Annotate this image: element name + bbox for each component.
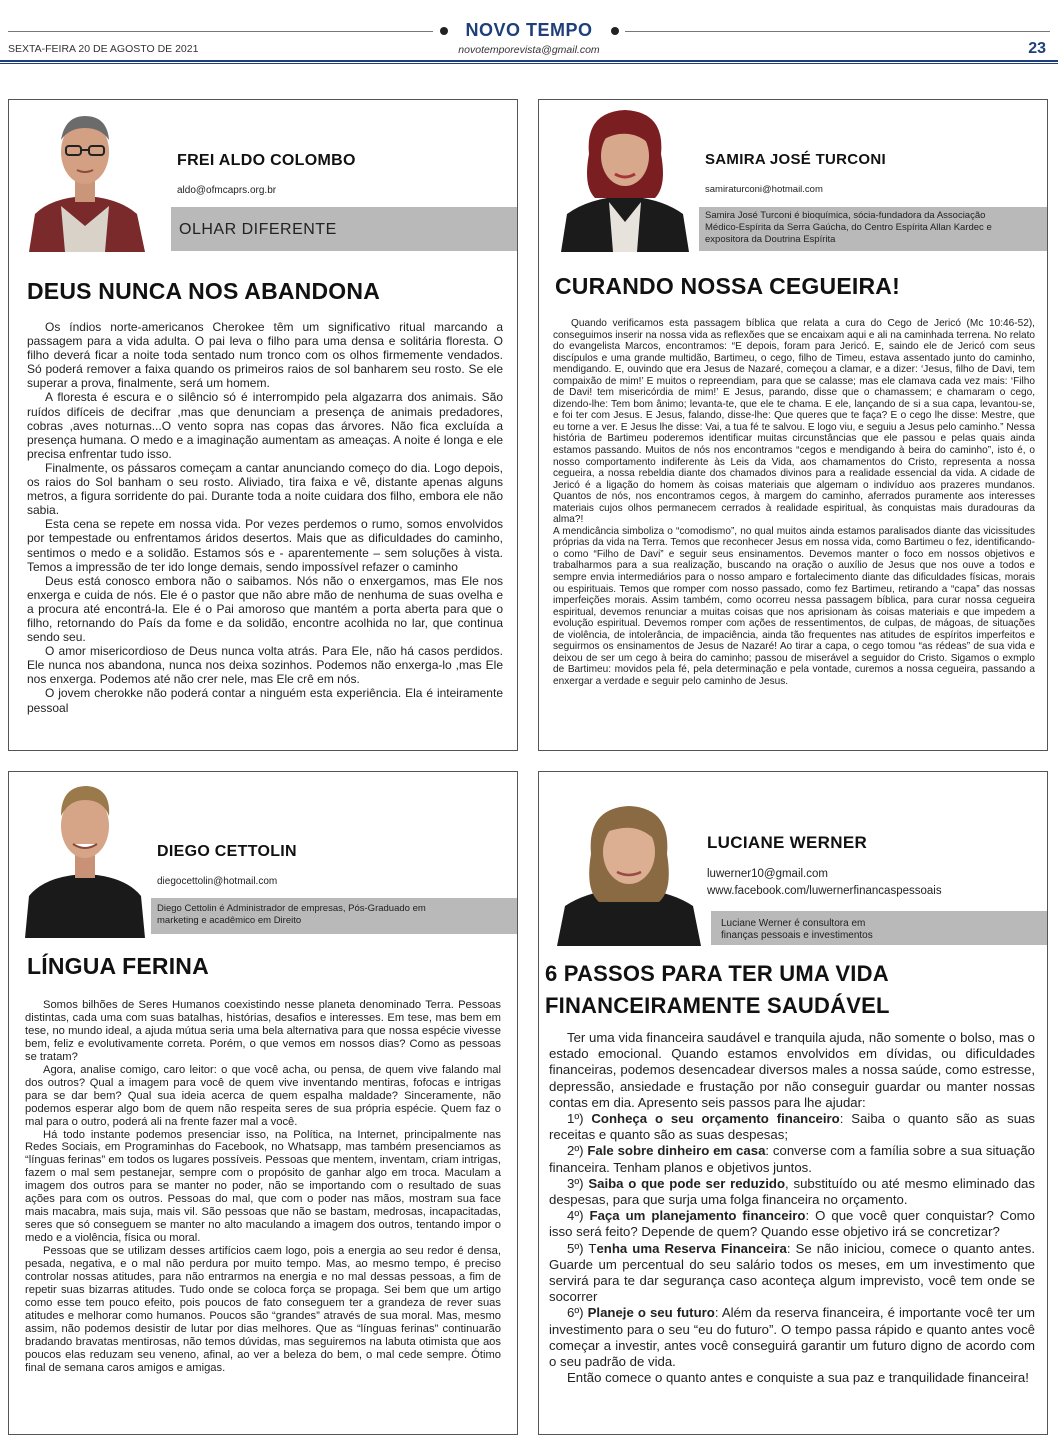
paragraph: Então comece o quanto antes e conquiste a sua paz e tranquilidade financeira! [567, 1370, 1029, 1386]
paragraph: Ter uma vida financeira saudável e tranquila ajuda, não somente o bolso, mas o estado emocional. Quando estamos envolvidos em dívidas, ou dificuldades financeiras, podemos desencadear diversos males a nossa saúde, como estresse, depressão, ansiedade e frustação por não conseguir guardar ou manter nossas contas em dia. Apresento seis passos para lhe ajudar: [549, 1030, 1035, 1110]
article-title: DEUS NUNCA NOS ABANDONA [27, 278, 381, 304]
author-name: DIEGO CETTOLIN [157, 843, 297, 860]
article-frei-aldo [8, 99, 518, 751]
paragraph: O jovem cherokke não poderá contar a ninguém esta experiência. Ela é inteiramente pessoal [27, 686, 503, 715]
brand-title: NOVO TEMPO [465, 20, 593, 40]
header-bar-thin [0, 63, 1058, 64]
column-name: OLHAR DIFERENTE [179, 221, 337, 238]
issue-date: SEXTA-FEIRA 20 DE AGOSTO DE 2021 [8, 43, 199, 55]
author-name: FREI ALDO COLOMBO [177, 152, 356, 169]
author-photo [21, 106, 151, 252]
header-email: novotemporevista@gmail.com [458, 44, 600, 56]
author-bio: Diego Cettolin é Administrador de empresas, Pós-Graduado em marketing e acadêmico em Direito [157, 903, 426, 926]
paragraph: Esta cena se repete em nossa vida. Por vezes perdemos o rumo, somos envolvidos por tempestade ou enfrentamos áridos desertos. Mais que as dificuldades do caminho, sentimos o medo e a solidão. Estamos sós e - aparentemente – sem soluções à vista. Temos a impressão de ter ido longe demais, sendo impossível refazer o caminho [27, 517, 503, 574]
portrait-man-glasses [21, 106, 151, 252]
author-email: aldo@ofmcaprs.org.br [177, 185, 277, 196]
step-item: 3º) Saiba o que pode ser reduzido, substituído ou até mesmo eliminado das despesas, para que surja uma folga financeira no orçamento. [549, 1175, 1035, 1208]
author-name: SAMIRA JOSÉ TURCONI [705, 151, 886, 168]
step-item: 4º) Faça um planejamento financeiro: O que você quer conquistar? Como isso será feito? Depende de quem? Quando esse objetivo irá se concretizar? [549, 1208, 1035, 1240]
author-email: luwerner10@gmail.com [707, 868, 828, 880]
article-title-line1: 6 PASSOS PARA TER UMA VIDA [545, 961, 889, 986]
paragraph: A mendicância simboliza o “comodismo”, no qual muitos ainda estamos paralisados diante das vicissitudes próprias da vida na Terra. Temos que reconhecer Jesus em nossa vida, como Bartimeu o fez, identificando-o como “Filho de Davi” e seguir seus ensinamentos. Devemos manter o foco em nossos objetivos e trabalharmos para a sua realização, buscando na oração o auxílio de Jesus que nos ouve a todos e sempre envia intermediários para o nosso amparo e fortalecimento diante das dificuldades físicas, morais ou espirituais. Temos que romper com nosso passado, como fez Bartimeu, retirando a “capa” das nossas imperfeições morais. Assim também, como ocorreu nessa passagem bíblica, para curar nossa cegueira espiritual, devemos renunciar a muitas coisas que nos aprisionam às coisas materiais e que impedem a evolução espiritual. Devemos romper com ações de ressentimentos, de culpas, de mágoas, de situações de violência, de intolerância, de impaciência, ainda tão frequentes nas atitudes de espíritos imperfeitos e seguirmos os ensinamentos de Jesus de Nazaré! Ao tirar a capa, o cego tomou “as rédeas” de sua vida e deixou de ser um cego à beira do caminho; passou de miserável a seguidor do Cristo. Sigamos o exmplo de Bartimeu: movidos pela fé, pela determinação e pela vontade, curemos a nossa cegueira, passando a enxergar a verdade e seguir pelo caminho de Jesus. [553, 525, 1035, 687]
article-diego [8, 771, 518, 1435]
author-photo [555, 102, 695, 252]
portrait-woman-redhair [555, 102, 695, 252]
article-luciane [538, 771, 1048, 1435]
author-photo [21, 776, 149, 938]
step-item: 5º) Tenha uma Reserva Financeira: Se não iniciou, comece o quanto antes. Guarde um percentual do seu salário todos os meses, em um investimento que servirá para te dar segurança caso aconteça algum imprevisto, você tem onde se socorrer [549, 1240, 1035, 1305]
article-body [549, 1030, 1035, 1386]
page-header [0, 0, 1058, 64]
paragraph: Quando verificamos esta passagem bíblica que relata a cura do Cego de Jericó (Mc 10:46-52), conseguimos inserir na nossa vida as reflexões que se encaixam aqui e ali na caminhada terrena. No relato do evangelista Marcos, encontramos: “E depois, foram para Jericó. E, saindo ele de Jericó com seus discípulos e uma grande multidão, Bartimeu, o cego, filho de Timeu, estava assentado junto do caminho, mendigando. E, ouvindo que era Jesus de Nazaré, começou a clamar, e a dizer: ‘Jesus, filho de Davi, tem compaixão de mim!’ E muitos o repreendiam, para que se calasse; mas ele clamava cada vez mais: ‘Filho de Davi! tem misericórdia de mim!’ E Jesus, parando, disse que o chamassem; e chamaram o cego, dizendo-lhe: Tem bom ânimo; levanta-te, que ele te chama. E ele, lançando de si a sua capa, levantou-se, e foi ter com Jesus. E Jesus, falando, disse-lhe: Que queres que te faça? E o cego lhe disse: Mestre, que eu torne a ver. E Jesus lhe disse: Vai, a tua fé te salvou. E logo viu, e seguiu a Jesus pelo caminho.” Nessa história de Bartimeu poderemos identificar muitas circunstâncias que ele passou e pelas quais ainda estamos passando. Muitos de nós nos encontramos “cegos e mendigando à beira do caminho”, isto é, o nosso comportamento indiferente às Leis da Vida, aos chamamentos do Cristo, representa a nossa cegueira, a nossa rebeldia diante dos chamados divinos para a realidade essencial da vida. A cidade de Jericó é a ligação do homem às coisas materiais que algemam o indivíduo aos prazeres mundanos. Quantos de nós, nos encontramos cegos, à margem do caminho, aferrados puramente aos interesses materiais cujos olhos permanecem cerrados à realidade espiritual, às conquistas mais duradouras da alma?! [553, 318, 1035, 526]
paragraph: Deus está conosco embora não o saibamos. Nós não o enxergamos, mas Ele nos enxerga e cuida de nós. Ele é o pastor que não abre mão de nenhuma de suas ovelha e a procura até encontrá-la. Ele é o Pai amoroso que mantém a porta aberta para que o filho, retornando do País da fome e da solidão, encontre acolhida no lar, que continua sendo seu. [27, 573, 503, 645]
page-number: 23 [1028, 40, 1046, 57]
article-samira [538, 99, 1048, 751]
step-item: 6º) Planeje o seu futuro: Além da reserva financeira, é importante você ter um investimento para o seu “eu do futuro”. O tempo passa rápido e quanto antes você começar a investir, antes você conseguirá garantir um futuro digno de acordo com o seu padrão de vida. [549, 1305, 1035, 1370]
author-email: diegocettolin@hotmail.com [157, 876, 278, 887]
paragraph: O amor misericordioso de Deus nunca volta atrás. Para Ele, não há casos perdidos. Ele nunca nos abandona, nunca nos deixa sozinhos. Podemos não enxerga-lo ,mas Ele nos enxerga. Podemos até não crer nele, mas Ele crê em nós. [27, 644, 503, 687]
header-rule-right [625, 31, 1050, 32]
paragraph: Agora, analise comigo, caro leitor: o que você acha, ou pensa, de quem vive falando mal dos outros? Qual a imagem para você de quem vive inventando mentiras, fofocas e intrigas para se dar bem? Qual sua ideia acerca de quem espalha maldade? Sinceramente, não podemos esperar algo bom de quem não respeita seres de sua própria espécie. Quem faz o mal para o outro, poderá ali na frente fazer mal a você. [25, 1063, 501, 1128]
header-bar [0, 60, 1058, 62]
author-bio: Samira José Turconi é bioquímica, sócia-fundadora da Associação Médico-Espírita da Serra Gaúcha, do Centro Espírita Allan Kardec e expositora da Doutrina Espírita [705, 210, 992, 245]
article-title: CURANDO NOSSA CEGUEIRA! [555, 273, 900, 299]
article-body [25, 999, 501, 1375]
portrait-woman-blonde [553, 794, 705, 946]
article-title-line2: FINANCEIRAMENTE SAUDÁVEL [545, 993, 890, 1018]
article-title: LÍNGUA FERINA [27, 953, 209, 979]
step-item: 1º) Conheça o seu orçamento financeiro: Saiba o quanto são as suas receitas e quanto são as suas despesas; [549, 1111, 1035, 1143]
header-dot-right [611, 27, 619, 35]
paragraph: Há todo instante podemos presenciar isso, na Política, na Internet, principalmente nas Redes Sociais, em Programinhas do Facebook, no Whatsapp, mas também presenciamos as “línguas ferinas” em todos os lugares possíveis. Pessoas que mentem, inventam, criam intrigas, fazem o mal sem pestanejar, sempre com o propósito de ganhar algo em troca. Maculam a imagem dos outros para se manter no poder, não se importando com o resultado de suas ações para com os outros. Pessoas do mal, que com o poder nas mãos, mostram sua face mais macabra, mais suja, mais vil. São pessoas que não se bastam, medrosas, incapacitadas, seres que só conseguem se manter no alto maculando a imagem dos outros, tentando impor o medo e a violência, física ou moral. [25, 1128, 501, 1245]
article-body [27, 320, 503, 715]
portrait-young-man [21, 776, 149, 938]
author-name: LUCIANE WERNER [707, 833, 868, 852]
paragraph: Finalmente, os pássaros começam a cantar anunciando começo do dia. Logo depois, os raios do Sol banham o seu rosto. Aliviado, tira faixa e vê, distante apenas alguns metros, a figura sorridente do pai. Durante toda a noite cuidara dos filho, embora ele não sabia. [27, 460, 503, 518]
paragraph: A floresta é escura e o silêncio só é interrompido pela algazarra dos animais. São ruídos difíceis de decifrar ,mas que denunciam a presença de animais predadores, cobras ,aves noturnas...O vento sopra nas copas das árvores. Não fica excluída a presença humana. O medo e a imaginação aumentam as ameaças. A noite é longa e ele precisa enfrentar tudo isso. [27, 390, 503, 461]
author-email: samiraturconi@hotmail.com [705, 184, 823, 195]
paragraph: Os índios norte-americanos Cherokee têm um significativo ritual marcando a passagem para a vida adulta. O pai leva o filho para uma densa e solitária floresta. O filho deverá ficar a noite toda sentado num tronco com os olhos firmemente vendados. Só poderá remover a faixa quando os primeiros raios de sol banharem seu rosto. Se ele superar a prova, finalmente, será um homem. [27, 320, 503, 391]
author-facebook: www.facebook.com/luwernerfinancaspessoais [707, 885, 942, 897]
author-bio: Luciane Werner é consultora em finanças pessoais e investimentos [721, 918, 873, 941]
article-body [553, 318, 1035, 688]
author-photo [553, 794, 705, 946]
paragraph: Somos bilhões de Seres Humanos coexistindo nesse planeta denominado Terra. Pessoas distintas, cada uma com suas batalhas, histórias, desafios e interesses. Em tese, mas bem em tese, no mundo ideal, a ajuda mútua seria uma bela alternativa para que nossa espécie vivesse bem, feliz e evolutivamente correta. Porém, o que vemos em nossos dias? Como as pessoas se tratam? [25, 999, 501, 1063]
step-item: 2º) Fale sobre dinheiro em casa: converse com a família sobre a sua situação financeira. Tenham planos e objetivos juntos. [549, 1143, 1035, 1175]
paragraph: Pessoas que se utilizam desses artifícios caem logo, pois a energia ao seu redor é densa, pesada, negativa, e o mal não perdura por muito tempo. Mas, ao mesmo tempo, é preciso controlar nossas atitudes, para não entrarmos na energia e no mal dessas pessoas, a fim de repetir suas bizarras atitudes. Tudo onde se coloca força se propaga. Sei bem que um artigo como esse tem pouco efeito, pois poucos de fato conseguem ter a grandeza de rever suas atitudes e melhorar como humanos. Poucos são “grandes” através de sua moral. Mas, mesmo assim, não podemos desistir de lutar por dias melhores. Que as “línguas ferinas” continuarão bradando bravatas mentirosas, não temos dúvidas, mas seguiremos na labuta otimista que aos poucos elas reduzam seu veneno, afinal, ao ver a beleza do bem, o mal cede sempre. Ótimo final de semana caros amigos e amigas. [25, 1245, 501, 1374]
